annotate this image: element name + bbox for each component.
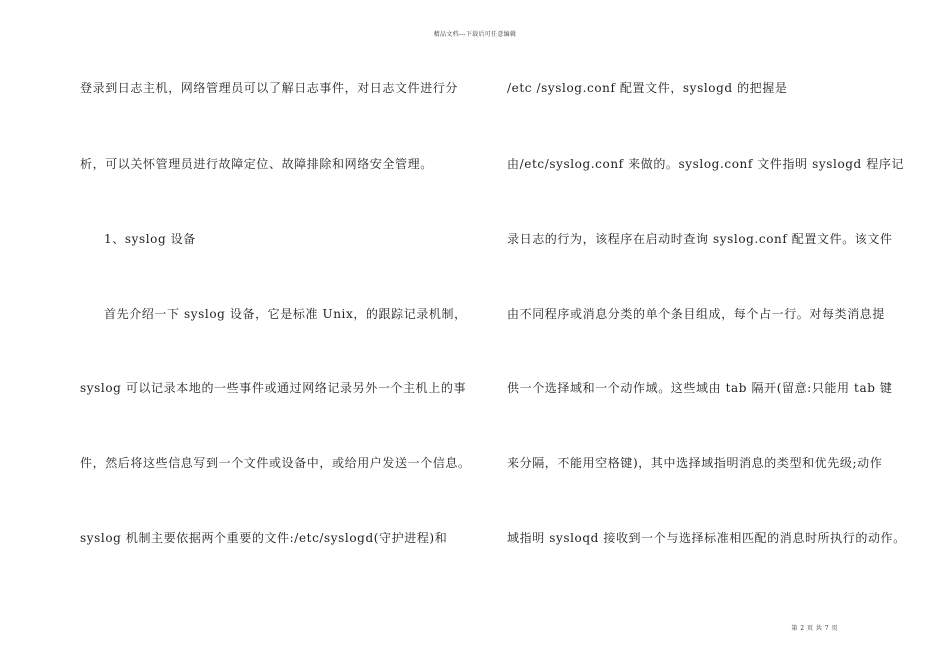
paragraph-line: syslog 机制主要依据两个重要的文件:/etc/syslogd(守护进程)和 xyxy=(80,531,448,545)
paragraph-line: 由不同程序或消息分类的单个条目组成，每个占一行。对每类消息提 xyxy=(507,307,886,321)
paragraph-line: 由/etc/syslog.conf 来做的。syslog.conf 文件指明 syslogd 程序记 xyxy=(507,157,905,171)
page-number: 第 2 页 共 7 页 xyxy=(791,625,838,632)
page-header: 精品文档---下载后可任意编辑 xyxy=(433,31,517,38)
section-heading: 1、syslog 设备 xyxy=(104,232,196,246)
paragraph-line: 录日志的行为，该程序在启动时查询 syslog.conf 配置文件。该文件 xyxy=(507,232,893,246)
paragraph-line: 登录到日志主机，网络管理员可以了解日志事件，对日志文件进行分 xyxy=(80,81,459,95)
paragraph-line: 件，然后将这些信息写到一个文件或设备中，或给用户发送一个信息。 xyxy=(80,456,471,470)
paragraph-line: 来分隔，不能用空格键)，其中选择域指明消息的类型和优先级;动作 xyxy=(507,456,883,470)
paragraph-line: 供一个选择域和一个动作域。这些域由 tab 隔开(留意:只能用 tab 键 xyxy=(507,381,893,395)
paragraph-line: 析，可以关怀管理员进行故障定位、故障排除和网络安全管理。 xyxy=(80,157,433,171)
paragraph-line: /etc /syslog.conf 配置文件，syslogd 的把握是 xyxy=(507,81,788,95)
paragraph-line: 首先介绍一下 syslog 设备，它是标准 Unix，的跟踪记录机制， xyxy=(104,307,467,321)
paragraph-line: 域指明 sysloqd 接收到一个与选择标准相匹配的消息时所执行的动作。 xyxy=(507,531,906,545)
paragraph-line: syslog 可以记录本地的一些事件或通过网络记录另外一个主机上的事 xyxy=(80,381,467,395)
